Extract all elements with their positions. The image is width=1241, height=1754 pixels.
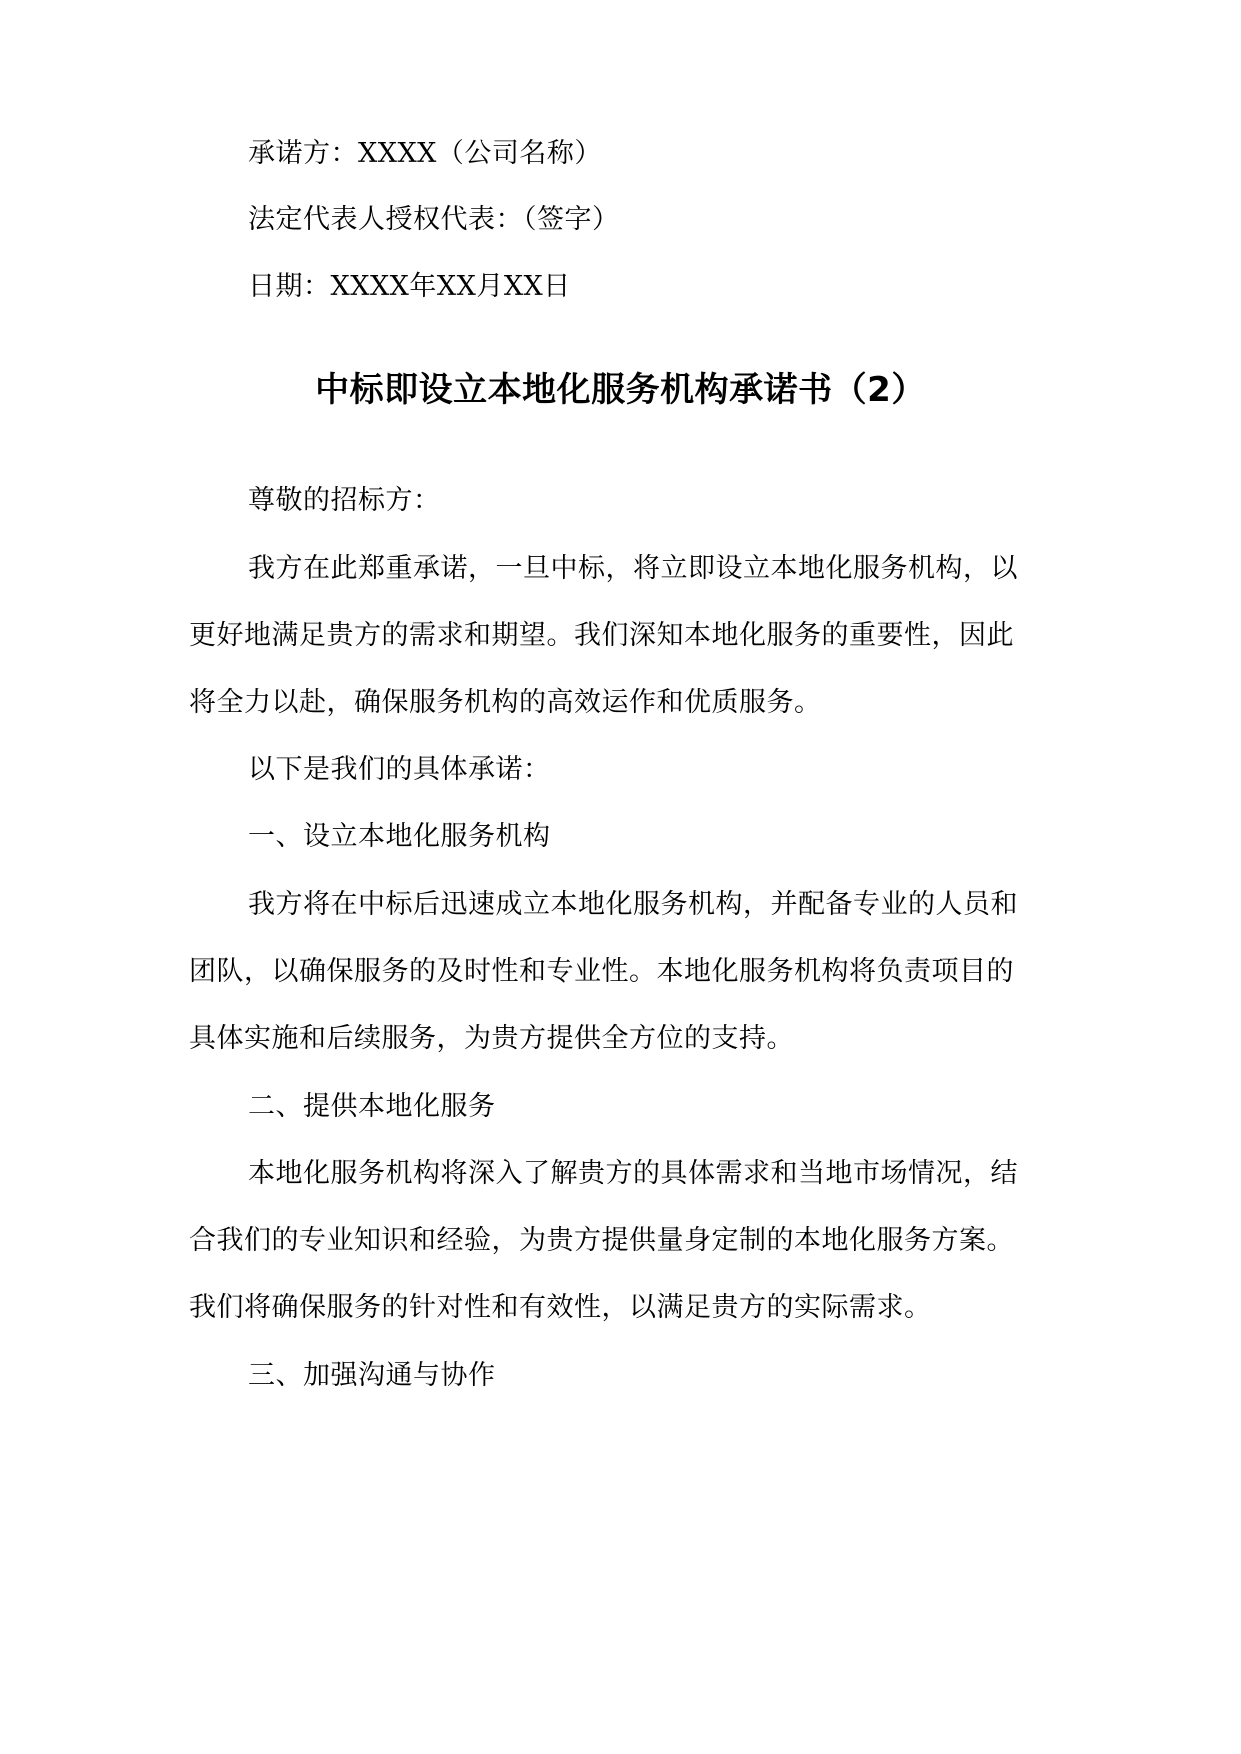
date-line: 日期：XXXX年XX月XX日: [248, 271, 571, 302]
document-title: 中标即设立本地化服务机构承诺书（2）: [315, 370, 926, 410]
intro-line: 我方在此郑重承诺，一旦中标，将立即设立本地化服务机构，以: [248, 553, 1018, 584]
intro-line: 更好地满足贵方的需求和期望。我们深知本地化服务的重要性，因此: [189, 620, 1014, 651]
section-heading-1: 一、设立本地化服务机构: [248, 821, 551, 852]
commitments-intro: 以下是我们的具体承诺：: [248, 754, 551, 785]
promisor-line: 承诺方：XXXX（公司名称）: [248, 138, 602, 169]
section-1-line: 团队，以确保服务的及时性和专业性。本地化服务机构将负责项目的: [189, 956, 1014, 987]
section-heading-3: 三、加强沟通与协作: [248, 1360, 496, 1391]
section-2-line: 合我们的专业知识和经验，为贵方提供量身定制的本地化服务方案。: [189, 1225, 1014, 1256]
intro-line: 将全力以赴，确保服务机构的高效运作和优质服务。: [189, 687, 822, 718]
salutation: 尊敬的招标方：: [248, 485, 441, 516]
section-2-line: 我们将确保服务的针对性和有效性，以满足贵方的实际需求。: [189, 1292, 932, 1323]
representative-line: 法定代表人授权代表：（签字）: [248, 204, 620, 235]
section-1-line: 具体实施和后续服务，为贵方提供全方位的支持。: [189, 1023, 794, 1054]
section-2-line: 本地化服务机构将深入了解贵方的具体需求和当地市场情况，结: [248, 1158, 1018, 1189]
section-heading-2: 二、提供本地化服务: [248, 1091, 496, 1122]
section-1-line: 我方将在中标后迅速成立本地化服务机构，并配备专业的人员和: [248, 889, 1018, 920]
